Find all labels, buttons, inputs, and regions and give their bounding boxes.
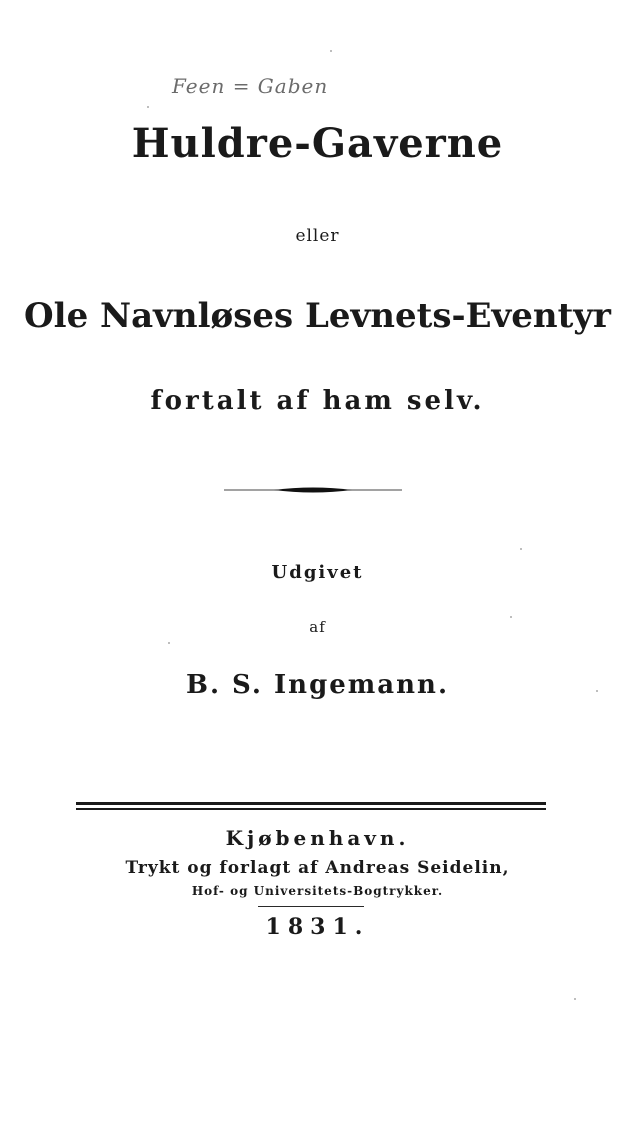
paper-speck bbox=[510, 616, 512, 618]
paper-speck bbox=[147, 106, 149, 108]
by-label: af bbox=[309, 618, 326, 636]
book-subtitle: Ole Navnløses Levnets-Eventyr bbox=[24, 296, 611, 336]
paper-speck bbox=[520, 548, 522, 550]
printer-line: Trykt og forlagt af Andreas Seidelin, bbox=[125, 858, 510, 878]
ornamental-rule bbox=[224, 486, 402, 494]
conjunction-text: eller bbox=[295, 226, 340, 246]
paper-speck bbox=[330, 50, 332, 52]
double-rule-bottom bbox=[76, 808, 546, 810]
paper-speck bbox=[168, 642, 170, 644]
publication-year: 1831. bbox=[265, 914, 370, 940]
paper-speck bbox=[574, 998, 576, 1000]
publication-place: Kjøbenhavn. bbox=[225, 826, 410, 850]
printer-title: Hof- og Universitets-Bogtrykker. bbox=[191, 884, 444, 898]
handwritten-annotation: Feen = Gaben bbox=[172, 74, 329, 98]
short-rule bbox=[258, 906, 364, 907]
paper-speck bbox=[596, 690, 598, 692]
double-rule-top bbox=[76, 802, 546, 805]
author-name: B. S. Ingemann. bbox=[185, 670, 450, 700]
published-label: Udgivet bbox=[271, 562, 364, 583]
narrator-line: fortalt af ham selv. bbox=[150, 386, 485, 416]
book-title: Huldre-Gaverne bbox=[131, 120, 504, 167]
